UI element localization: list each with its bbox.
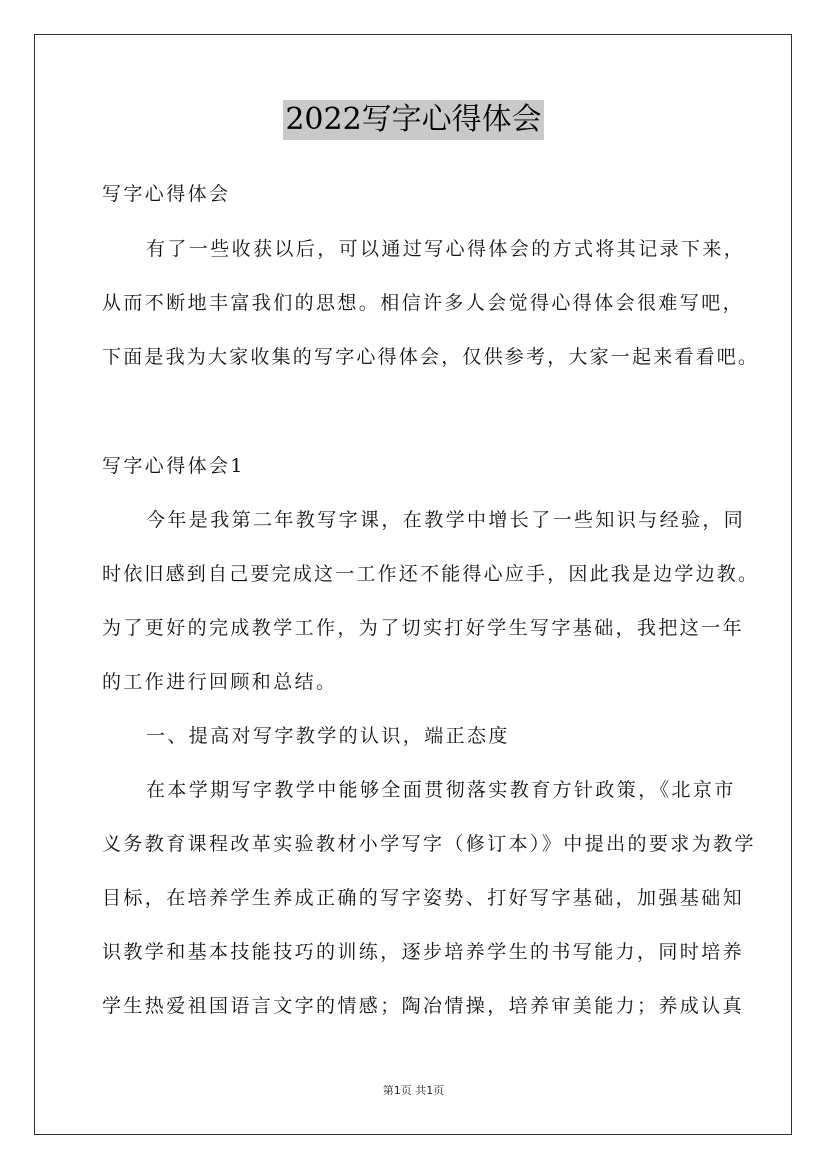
- paragraph-line: 为了更好的完成教学工作，为了切实打好学生写字基础，我把这一年: [102, 617, 745, 639]
- paragraph-line: 时依旧感到自己要完成这一工作还不能得心应手，因此我是边学边教。: [102, 563, 760, 585]
- paragraph-line: 识教学和基本技能技巧的训练，逐步培养学生的书写能力，同时培养: [102, 941, 745, 963]
- paragraph-line: 今年是我第二年教写字课，在教学中增长了一些知识与经验，同: [146, 509, 746, 531]
- paragraph-line: 在本学期写字教学中能够全面贯彻落实教育方针政策，《北京市: [146, 779, 736, 801]
- intro-line: 下面是我为大家收集的写字心得体会，仅供参考，大家一起来看看吧。: [102, 346, 760, 368]
- page-footer: 第1页 共1页: [382, 1084, 445, 1097]
- document-title-wrap: [0, 100, 827, 140]
- intro-line: 从而不断地丰富我们的思想。相信许多人会觉得心得体会很难写吧，: [102, 292, 745, 314]
- paragraph-line: 学生热爱祖国语言文字的情感；陶冶情操，培养审美能力；养成认真: [102, 995, 745, 1017]
- paragraph-line: 的工作进行回顾和总结。: [102, 671, 338, 693]
- subtitle: 写字心得体会: [102, 183, 231, 205]
- paragraph-line: 目标，在培养学生养成正确的写字姿势、打好写字基础，加强基础知: [102, 887, 745, 909]
- paragraph-line: 义务教育课程改革实验教材小学写字（修订本）》中提出的要求为教学: [102, 833, 756, 855]
- point-heading: 一、提高对写字教学的认识，端正态度: [146, 725, 510, 747]
- intro-line: 有了一些收获以后，可以通过写心得体会的方式将其记录下来，: [146, 238, 746, 260]
- document-title: 2022写字心得体会: [283, 100, 543, 140]
- section-heading: 写字心得体会1: [102, 455, 245, 477]
